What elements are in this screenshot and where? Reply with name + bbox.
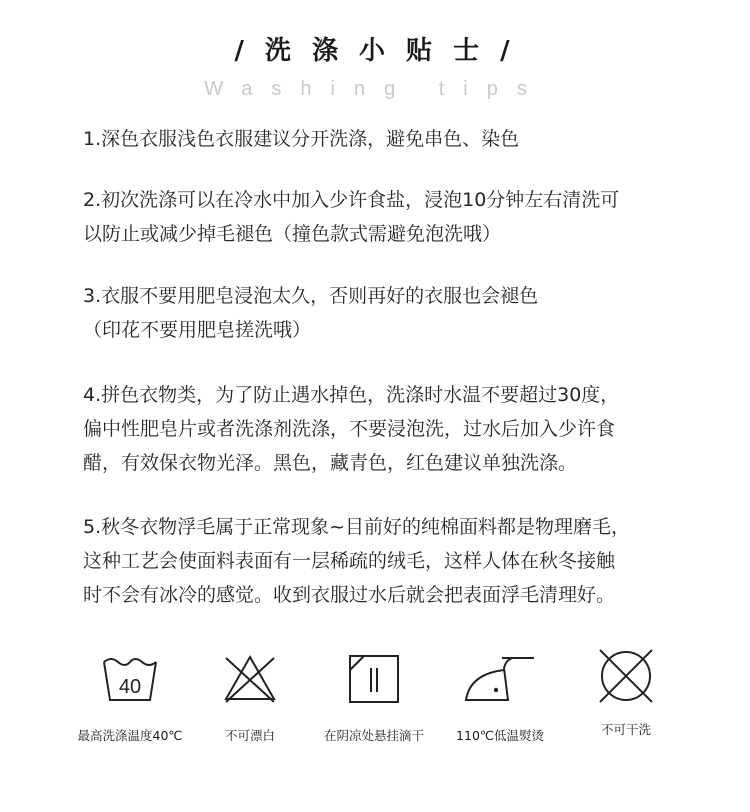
tip-5: 5.秋冬衣物浮毛属于正常现象~目前好的纯棉面料都是物理磨毛， 这种工艺会使面料表面有一层稀疏的绒毛，这样人体在秋冬接触 时不会有冰冷的感觉。收到衣服过水后就会把表面浮毛清理好。: [83, 516, 631, 606]
care-label-iron: 110℃低温熨烫: [456, 728, 544, 743]
tip-4: 4.拼色衣物类，为了防止遇水掉色，洗涤时水温不要超过30度， 偏中性肥皂片或者洗涤剂洗涤，不要浸泡洗，过水后加入少许食 醋，有效保衣物光泽。黑色，藏青色，红色建议单独洗涤。: [83, 384, 620, 474]
iron-low-temp-icon: [460, 652, 540, 704]
care-label-drip-dry: 在阴凉处悬挂滴干: [323, 728, 424, 743]
tip-3: 3.衣服不要用肥皂浸泡太久，否则再好的衣服也会褪色 （印花不要用肥皂搓洗哦）: [83, 285, 539, 341]
care-item-wash: [60, 652, 200, 744]
tip-1: 1.深色衣服浅色衣服建议分开洗涤，避免串色、染色: [83, 128, 520, 150]
no-dry-clean-icon: [596, 646, 656, 706]
tip-2: 2.初次洗涤可以在冷水中加入少许食盐，浸泡10分钟左右清洗可 以防止或减少掉毛褪色（撞色款式需避免泡洗哦）: [83, 189, 620, 245]
care-label-wash: 最高洗涤温度40℃: [77, 728, 183, 743]
care-item-iron: [430, 652, 570, 744]
page-title: / 洗 涤 小 贴 士 /: [234, 36, 516, 66]
care-icons-row: [0, 652, 750, 762]
care-item-drip-dry: [304, 652, 444, 744]
page-subtitle: Washing tips: [204, 78, 546, 100]
care-item-no-bleach: [180, 652, 320, 744]
wash-temp-number: 40: [118, 676, 142, 698]
care-item-no-dry-clean: [556, 652, 696, 738]
care-label-no-bleach: 不可漂白: [224, 728, 275, 743]
care-label-no-dry-clean: 不可干洗: [600, 722, 651, 737]
no-bleach-icon: [220, 652, 280, 704]
shade-drip-dry-icon: [344, 652, 404, 704]
wash-40-icon: [100, 652, 160, 704]
